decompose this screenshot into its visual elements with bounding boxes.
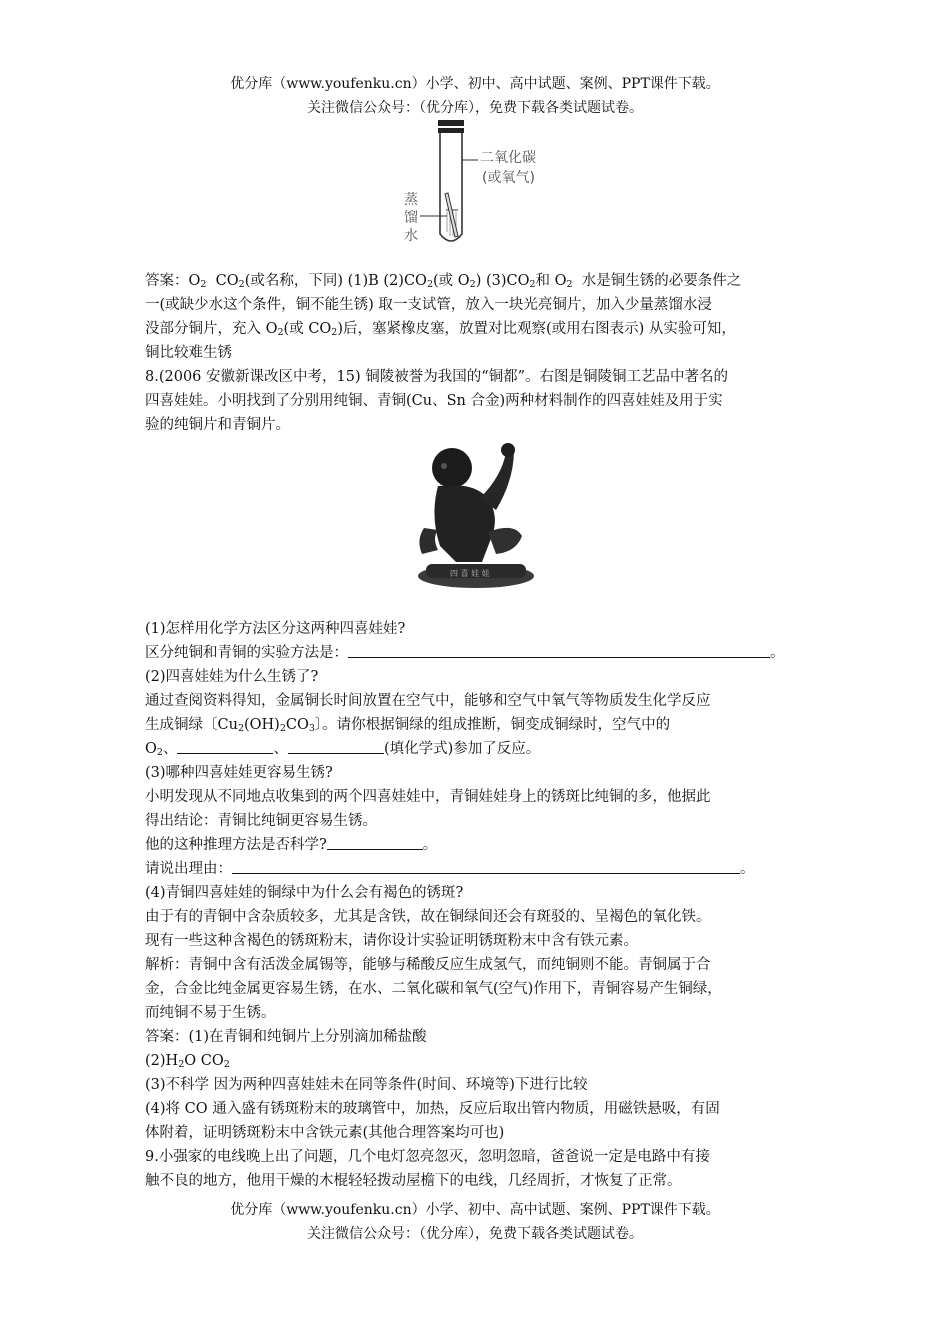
q8-part3-line-4: 请说出理由： 。 xyxy=(145,861,755,877)
q8-analysis-line-1: 解析：青铜中含有活泼金属锡等，能够与稀酸反应生成氢气，而纯铜则不能。青铜属于合 xyxy=(145,957,711,973)
answer-blank[interactable] xyxy=(232,859,740,874)
figurine-base-plate: 四 喜 娃 娃 xyxy=(450,569,490,578)
q8-part2-line-3: $O_2$、 、 (填化学式)参加了反应。 xyxy=(145,741,541,758)
answer-blank[interactable] xyxy=(327,835,423,850)
stopper-top xyxy=(438,120,464,126)
figurine-head xyxy=(432,448,472,488)
page-footer-line-2: 关注微信公众号：（优分库），免费下载各类试题试卷。 xyxy=(307,1226,643,1242)
q8-part1-question: (1)怎样用化学方法区分这两种四喜娃娃? xyxy=(145,621,406,637)
stopper-bottom xyxy=(438,128,464,133)
page-header-line-2: 关注微信公众号：（优分库），免费下载各类试题试卷。 xyxy=(307,100,643,116)
q8-part3-line-3: 他的这种推理方法是否科学? 。 xyxy=(145,837,438,853)
test-tube-figure xyxy=(400,118,560,253)
answer7-line-4: 铜比较难生锈 xyxy=(145,345,232,361)
q8-analysis-line-2: 金，合金比纯金属更容易生锈，在水、二氧化碳和氧气(空气)作用下，青铜容易产生铜绿， xyxy=(145,981,722,997)
figurine-leg xyxy=(419,528,438,554)
page-footer-line-1: 优分库（www.youfenku.cn）小学、初中、高中试题、案例、PPT课件下载。 xyxy=(230,1202,720,1218)
q8-analysis-line-3: 而纯铜不易于生锈。 xyxy=(145,1005,276,1021)
q8-part3-line-1: 小明发现从不同地点收集到的两个四喜娃娃中，青铜娃娃身上的锈斑比纯铜的多，他据此 xyxy=(145,789,711,805)
water-label-2: 馏 xyxy=(404,210,418,226)
q8-answer-2: $(2)H_2O$ $CO_2$ xyxy=(145,1053,230,1070)
answer7-line-2: 一(或缺少水这个条件，铜不能生锈) 取一支试管，放入一块光亮铜片，加入少量蒸馏水浸 xyxy=(145,297,712,313)
bronze-figurine-photo xyxy=(410,436,540,596)
q8-answer-1: 答案：(1)在青铜和纯铜片上分别滴加稀盐酸 xyxy=(145,1029,427,1045)
figurine-raised-arm xyxy=(480,450,514,510)
q8-intro-line-2: 四喜娃娃。小明找到了分别用纯铜、青铜(Cu、Sn 合金)两种材料制作的四喜娃娃及用于实 xyxy=(145,393,723,409)
answer-blank[interactable] xyxy=(288,739,384,754)
q8-part2-line-1: 通过查阅资料得知，金属铜长时间放置在空气中，能够和空气中氧气等物质发生化学反应 xyxy=(145,693,711,709)
q8-intro-line-3: 验的纯铜片和青铜片。 xyxy=(145,417,290,433)
answer7-line-1: 答案：$O_2$ $CO_2$(或名称，下同) (1)B $(2)CO_2$(或 $O_2$) $(3)CO_2$和 $O_2$ 水是铜生锈的必要条件之 xyxy=(145,273,742,290)
q8-answer-4-line-2: 体附着，证明锈斑粉末中含铁元素(其他合理答案均可也) xyxy=(145,1125,505,1141)
gas-label-1: 二氧化碳 xyxy=(480,150,536,166)
q8-part4-line-1: 由于有的青铜中含杂质较多，尤其是含铁，故在铜绿间还会有斑驳的、呈褐色的氧化铁。 xyxy=(145,909,711,925)
q9-line-1: 9.小强家的电线晚上出了问题，几个电灯忽亮忽灭，忽明忽暗，爸爸说一定是电路中有接 xyxy=(145,1149,710,1165)
q8-part4-line-2: 现有一些这种含褐色的锈斑粉末，请你设计实验证明锈斑粉末中含有铁元素。 xyxy=(145,933,638,949)
water-label-1: 蒸 xyxy=(404,192,418,208)
q8-answer-3: (3)不科学 因为两种四喜娃娃未在同等条件(时间、环境等)下进行比较 xyxy=(145,1077,588,1093)
q8-part4-question: (4)青铜四喜娃娃的铜绿中为什么会有褐色的锈斑? xyxy=(145,885,464,901)
q8-part2-question: (2)四喜娃娃为什么生锈了? xyxy=(145,669,319,685)
gas-label-2: (或氧气) xyxy=(482,170,535,186)
page-header-line-1: 优分库（www.youfenku.cn）小学、初中、高中试题、案例、PPT课件下载。 xyxy=(230,76,720,92)
q8-part1-answer-line: 区分纯铜和青铜的实验方法是： 。 xyxy=(145,645,785,661)
answer7-line-3: 没部分铜片，充入 $O_2$(或 $CO_2$)后，塞紧橡皮塞，放置对比观察(或用右图表示) 从实验可知， xyxy=(145,321,736,338)
q8-part3-line-2: 得出结论：青铜比纯铜更容易生锈。 xyxy=(145,813,377,829)
test-tube-glass xyxy=(440,133,462,241)
answer-blank[interactable] xyxy=(348,643,770,658)
answer-blank[interactable] xyxy=(177,739,273,754)
q9-line-2: 触不良的地方，他用干燥的木棍轻轻拨动屋檐下的电线，几经周折，才恢复了正常。 xyxy=(145,1173,682,1189)
q8-intro-line-1: 8.(2006 安徽新课改区中考，15) 铜陵被誉为我国的“铜都”。右图是铜陵铜工艺品中著名的 xyxy=(145,369,729,385)
q8-part2-line-2: 生成铜绿〔$Cu_2(OH)_2CO_3$〕。请你根据铜绿的组成推断，铜变成铜绿时，空气中的 xyxy=(145,717,671,734)
water-label-3: 水 xyxy=(404,228,418,244)
q8-answer-4-line-1: (4)将 CO 通入盛有锈斑粉末的玻璃管中，加热，反应后取出管内物质，用磁铁悬吸，有固 xyxy=(145,1101,720,1117)
q8-part3-question: (3)哪种四喜娃娃更容易生锈? xyxy=(145,765,333,781)
